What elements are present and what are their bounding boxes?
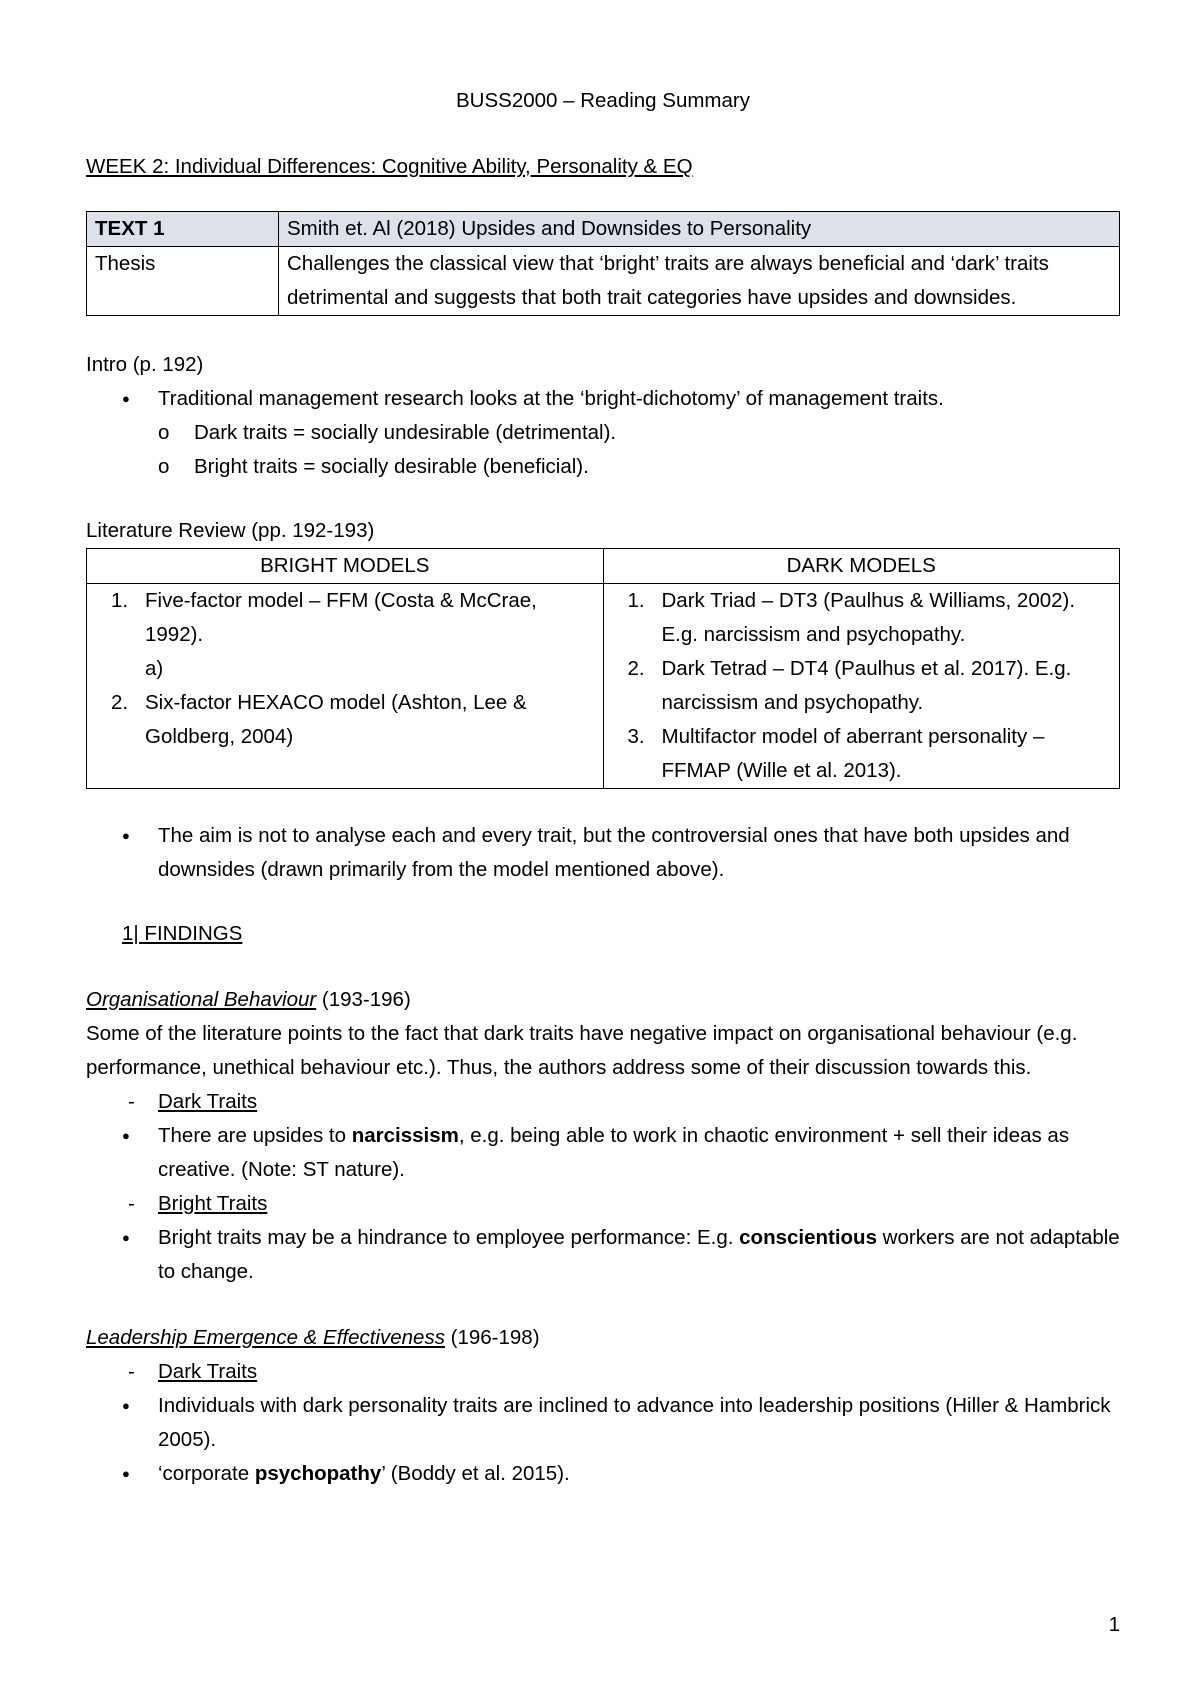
item-number: 2. <box>627 657 645 680</box>
text-run: Bright traits may be a hindrance to employee performance: E.g. <box>158 1226 740 1249</box>
text1-header-row <box>87 212 1120 247</box>
models-body-row <box>87 584 1120 789</box>
document-title: BUSS2000 – Reading Summary <box>456 89 750 112</box>
dash-label: Dark Traits <box>158 1360 258 1383</box>
org-behaviour-title: Organisational Behaviour <box>86 988 317 1011</box>
lead-dark-bullet <box>86 1457 1120 1491</box>
intro-heading: Intro (p. 192) <box>86 353 204 376</box>
org-behaviour-heading <box>86 983 1120 1017</box>
intro-bullets <box>86 382 1120 416</box>
dark-models-header: DARK MODELS <box>603 549 1120 584</box>
org-behaviour-pages: (193-196) <box>316 988 411 1011</box>
item-number: 2. <box>111 691 129 714</box>
item-number: 1. <box>627 589 645 612</box>
findings-heading: 1| FINDINGS <box>122 922 243 945</box>
text1-label: TEXT 1 <box>87 212 279 247</box>
aim-bullets <box>86 819 1120 887</box>
dash-marker: - <box>128 1192 135 1215</box>
lit-review-heading: Literature Review (pp. 192-193) <box>86 519 375 542</box>
item-text: Multifactor model of aberrant personality – FFMAP (Wille et al. 2013). <box>661 725 1045 782</box>
leadership-pages: (196-198) <box>444 1326 540 1349</box>
dash-label: Dark Traits <box>158 1090 258 1113</box>
dark-models-list <box>612 584 1112 788</box>
org-bright-traits-label <box>86 1187 1120 1221</box>
keyword: narcissism <box>351 1124 459 1147</box>
leadership-heading <box>86 1321 1120 1355</box>
bright-models-list <box>95 584 595 754</box>
org-dark-bullets <box>86 1119 1120 1187</box>
dash-marker: - <box>128 1090 135 1113</box>
org-bright-bullet <box>86 1221 1120 1289</box>
bright-models-cell <box>87 584 604 789</box>
dark-model-item <box>612 720 1112 788</box>
org-bright-bullets <box>86 1221 1120 1289</box>
item-text: Five-factor model – FFM (Costa & McCrae, 1992). <box>145 589 537 646</box>
lead-dark-bullet: ● Individuals with dark personality traits are inclined to advance into leadership positions (Hiller & Hambrick 2005). <box>86 1389 1120 1457</box>
lead-dark-traits-label <box>86 1355 1120 1389</box>
text-run: ‘corporate <box>158 1462 255 1485</box>
thesis-label: Thesis <box>87 247 279 316</box>
bright-model-subitem: a) <box>145 657 164 680</box>
text1-title: Smith et. Al (2018) Upsides and Downsides to Personality <box>279 212 1120 247</box>
bright-models-header: BRIGHT MODELS <box>87 549 604 584</box>
page-number: 1 <box>1108 1613 1120 1636</box>
org-behaviour-paragraph: Some of the literature points to the fact that dark traits have negative impact on organisational behaviour (e.g. performance, unethical behaviour etc.). Thus, the authors address some of their discussion towards this. <box>86 1022 1078 1079</box>
bright-model-item <box>95 686 595 754</box>
text-run: , e.g. being able to work in chaotic environment + sell their ideas as creative. (Note: ST nature). <box>158 1124 1070 1181</box>
item-text: Dark Tetrad – DT4 (Paulhus et al. 2017). E.g. narcissism and psychopathy. <box>661 657 1072 714</box>
dash-label: Bright Traits <box>158 1192 268 1215</box>
item-number: 1. <box>111 589 129 612</box>
keyword: psychopathy <box>254 1462 382 1485</box>
text-run: There are upsides to <box>158 1124 352 1147</box>
item-number: 3. <box>627 725 645 748</box>
week-heading: WEEK 2: Individual Differences: Cognitive Ability, Personality & EQ <box>86 155 693 178</box>
item-text: Six-factor HEXACO model (Ashton, Lee & Goldberg, 2004) <box>145 691 527 748</box>
thesis-text: Challenges the classical view that ‘bright’ traits are always beneficial and ‘dark’ traits detrimental and suggests that both trait categories have upsides and downsides. <box>279 247 1120 316</box>
text-run: workers are not adaptable to change. <box>158 1226 1120 1283</box>
dark-model-item <box>612 652 1112 720</box>
intro-bullet: ● Traditional management research looks at the ‘bright-dichotomy’ of management traits. <box>86 382 1120 416</box>
thesis-row <box>87 247 1120 316</box>
intro-sub-bullet: o Dark traits = socially undesirable (detrimental). <box>86 416 1120 450</box>
intro-sub-bullet: o Bright traits = socially desirable (beneficial). <box>86 450 1120 484</box>
aim-bullet: ● The aim is not to analyse each and every trait, but the controversial ones that have both upsides and downsides (drawn primarily from the model mentioned above). <box>86 819 1120 887</box>
text-run: ’ (Boddy et al. 2015). <box>381 1462 570 1485</box>
models-header-row <box>87 549 1120 584</box>
intro-sub-bullets <box>86 416 1120 484</box>
dash-marker: - <box>128 1360 135 1383</box>
dark-models-cell <box>603 584 1120 789</box>
document-page <box>86 84 1120 1491</box>
item-text: Dark Triad – DT3 (Paulhus & Williams, 2002). E.g. narcissism and psychopathy. <box>661 589 1076 646</box>
text1-table <box>86 211 1120 316</box>
bright-model-item <box>95 584 595 652</box>
dark-model-item <box>612 584 1112 652</box>
leadership-title: Leadership Emergence & Effectiveness <box>86 1326 445 1349</box>
lead-dark-bullets <box>86 1389 1120 1491</box>
models-table <box>86 548 1120 789</box>
keyword: conscientious <box>739 1226 877 1249</box>
org-dark-bullet <box>86 1119 1120 1187</box>
org-dark-traits-label <box>86 1085 1120 1119</box>
